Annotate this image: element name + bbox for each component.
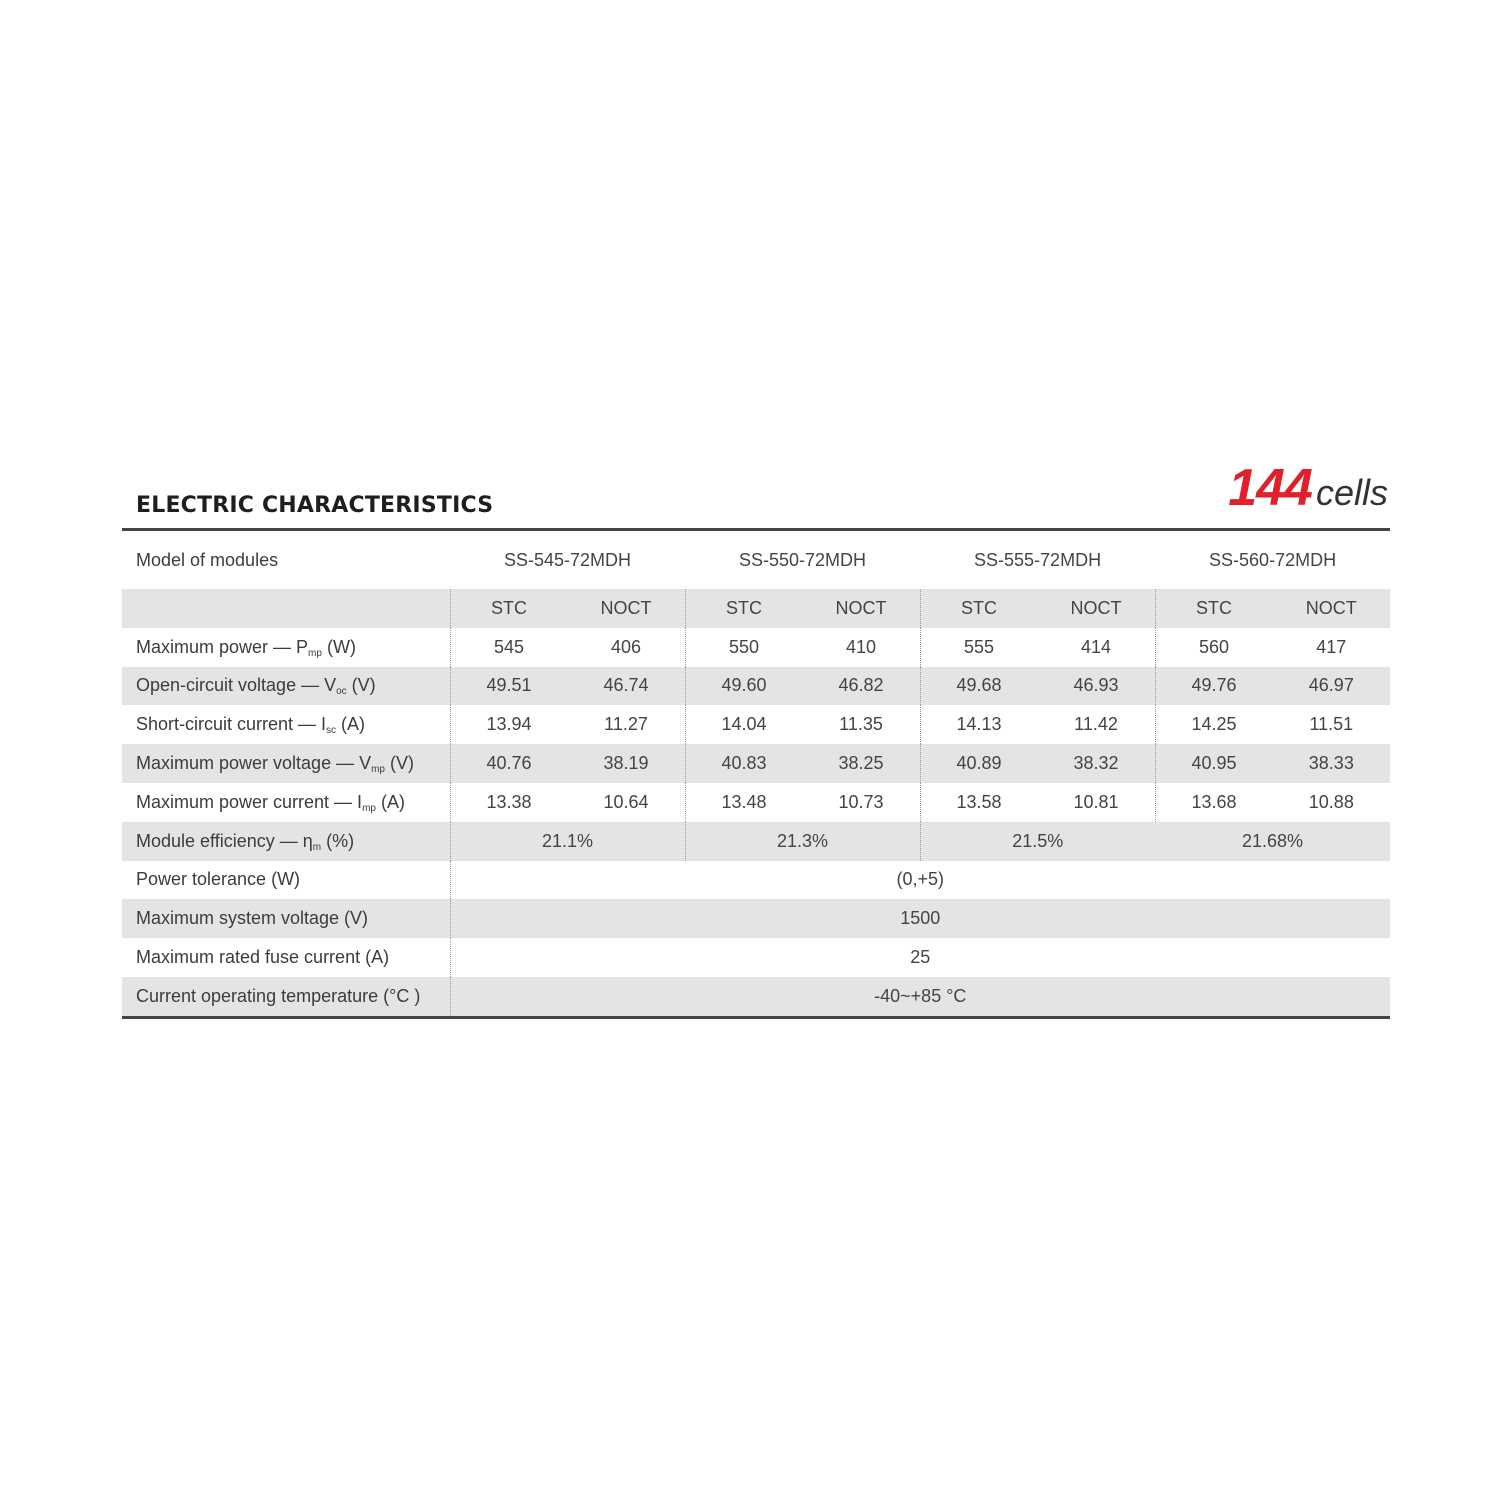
- value-cell: 46.93: [1038, 667, 1156, 706]
- condition-stc: STC: [920, 589, 1038, 628]
- value-cell: 40.76: [450, 744, 568, 783]
- condition-stc: STC: [1155, 589, 1273, 628]
- value-cell: 49.60: [685, 667, 803, 706]
- table-row-max-system-voltage: [122, 899, 1390, 938]
- model-name: SS-560-72MDH: [1209, 549, 1337, 570]
- row-label: Module efficiency — $\eta_m$ (%): [122, 822, 450, 861]
- section-title: ELECTRIC CHARACTERISTICS: [136, 493, 494, 518]
- value-cell: 46.74: [568, 667, 686, 706]
- table-row-operating-temperature: [122, 977, 1390, 1017]
- value-cell: 410: [846, 636, 877, 657]
- condition-stc: STC: [685, 589, 803, 628]
- table-row-vmp: [122, 744, 1390, 783]
- table-row-power-tolerance: [122, 861, 1390, 900]
- value-cell: 11.35: [839, 714, 883, 735]
- model-row: [122, 530, 1390, 590]
- value-cell: 14.25: [1155, 705, 1273, 744]
- value-cell: 40.95: [1155, 744, 1273, 783]
- value-cell: 49.51: [450, 667, 568, 706]
- row-label: Maximum system voltage (V): [122, 899, 450, 938]
- value-cell: 11.27: [604, 714, 648, 735]
- value-cell: 25: [450, 938, 1390, 977]
- table-row-imp: [122, 783, 1390, 822]
- value-cell: 49.68: [920, 667, 1038, 706]
- value-cell: 40.83: [685, 744, 803, 783]
- table-row-efficiency: [122, 822, 1390, 861]
- value-cell: 38.33: [1273, 744, 1391, 783]
- value-cell: 14.04: [685, 705, 803, 744]
- cells-count-word: cells: [1315, 472, 1388, 513]
- condition-noct: NOCT: [1273, 589, 1391, 628]
- value-cell: 414: [1081, 636, 1112, 657]
- condition-stc: STC: [450, 589, 568, 628]
- efficiency-cell: 21.5%: [920, 822, 1155, 861]
- condition-noct: NOCT: [1038, 589, 1156, 628]
- value-cell: 46.97: [1273, 667, 1391, 706]
- section-header: [122, 460, 1390, 528]
- value-cell: 38.25: [803, 744, 921, 783]
- condition-row: [122, 589, 1390, 628]
- value-cell: 38.32: [1038, 744, 1156, 783]
- efficiency-cell: 21.68%: [1155, 822, 1390, 861]
- value-cell: 10.73: [838, 791, 884, 812]
- condition-noct: NOCT: [568, 589, 686, 628]
- value-cell: 14.13: [920, 705, 1038, 744]
- value-cell: 13.38: [450, 783, 568, 822]
- value-cell: 11.51: [1309, 714, 1354, 735]
- model-name: SS-545-72MDH: [503, 549, 632, 570]
- table-row-voc: [122, 667, 1390, 706]
- row-label: Maximum rated fuse current (A): [136, 947, 390, 968]
- row-label: Short-circuit current — $I_{sc}$ (A): [136, 714, 366, 737]
- value-cell: 555: [920, 628, 1038, 667]
- table-row-max-power: [122, 628, 1390, 667]
- value-cell: 10.88: [1308, 791, 1354, 812]
- condition-row-label: [122, 589, 450, 628]
- value-cell: 38.19: [568, 744, 686, 783]
- value-cell: 13.94: [450, 705, 568, 744]
- value-cell: 1500: [450, 899, 1390, 938]
- value-cell: 46.82: [803, 667, 921, 706]
- row-label: Maximum power voltage — $V_{mp}$ (V): [122, 744, 450, 783]
- efficiency-cell: 21.1%: [450, 822, 685, 861]
- cells-count-number: 144: [1228, 459, 1312, 517]
- value-cell: 13.58: [920, 783, 1038, 822]
- value-cell: -40~+85 °C: [450, 977, 1390, 1017]
- electric-characteristics-section: [122, 460, 1390, 1019]
- model-name: SS-555-72MDH: [974, 549, 1102, 570]
- row-label: Maximum power — $P_{mp}$ (W): [136, 636, 356, 659]
- value-cell: 13.68: [1155, 783, 1273, 822]
- value-cell: (0,+5): [450, 861, 1390, 900]
- value-cell: 417: [1316, 636, 1347, 657]
- value-cell: 406: [610, 636, 642, 657]
- cells-count-badge: [1228, 458, 1388, 518]
- model-name: SS-550-72MDH: [739, 549, 867, 570]
- value-cell: 40.89: [920, 744, 1038, 783]
- row-label: Open-circuit voltage — $V_{oc}$ (V): [122, 667, 450, 706]
- row-label: Power tolerance (W): [136, 869, 301, 890]
- table-row-isc: [122, 705, 1390, 744]
- condition-noct: NOCT: [803, 589, 921, 628]
- value-cell: 13.48: [685, 783, 803, 822]
- row-label: Current operating temperature (°C ): [122, 977, 450, 1017]
- model-row-label: Model of modules: [136, 549, 279, 570]
- table-row-max-fuse-current: [122, 938, 1390, 977]
- electric-characteristics-table: [122, 528, 1390, 1019]
- value-cell: 10.81: [1073, 791, 1119, 812]
- value-cell: 545: [450, 628, 568, 667]
- value-cell: 560: [1155, 628, 1273, 667]
- value-cell: 10.64: [603, 791, 649, 812]
- efficiency-cell: 21.3%: [685, 822, 920, 861]
- value-cell: 49.76: [1155, 667, 1273, 706]
- value-cell: 11.42: [1074, 714, 1118, 735]
- value-cell: 550: [685, 628, 803, 667]
- row-label: Maximum power current — $I_{mp}$ (A): [136, 791, 405, 814]
